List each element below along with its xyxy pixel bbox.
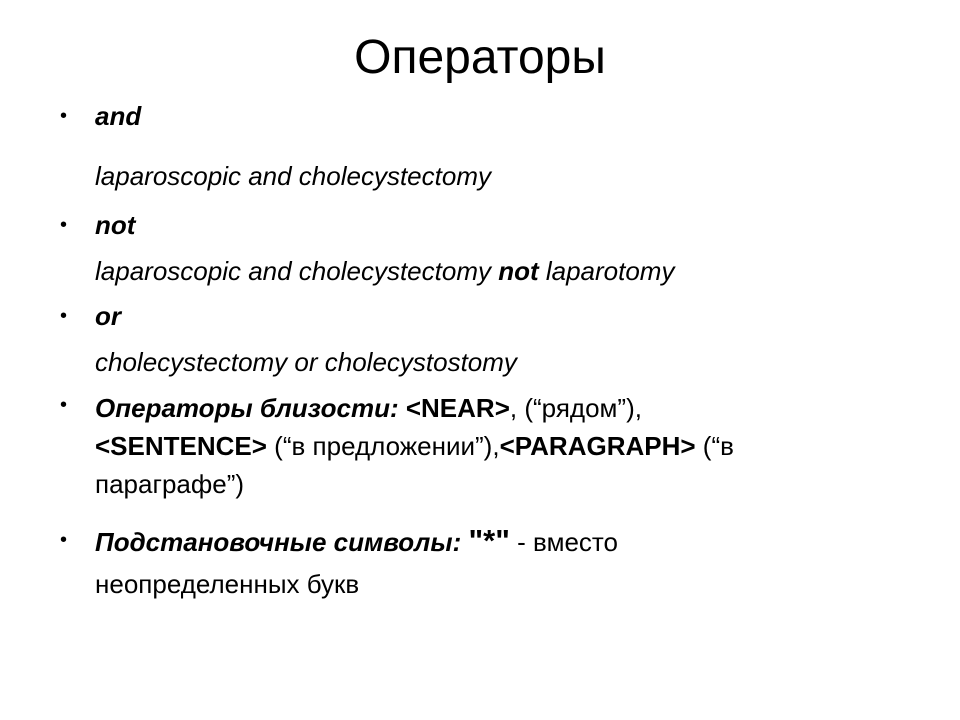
sentence-description: (“в предложении”), <box>266 431 500 461</box>
example-text-tail: laparotomy <box>538 256 675 286</box>
proximity-line-3: параграфе”) <box>95 469 245 499</box>
paragraph-operator: <PARAGRAPH> <box>499 431 696 461</box>
proximity-line-1 <box>95 392 642 424</box>
bullet-and-keyword: and <box>95 101 142 131</box>
bullet-not-keyword: not <box>95 210 136 240</box>
example-not-operator: not <box>498 256 539 286</box>
sentence-operator: <SENTENCE> <box>95 431 267 461</box>
bullet-dot: • <box>60 305 68 327</box>
slide-title: Операторы <box>354 31 606 84</box>
example-text: laparoscopic and cholecystectomy <box>95 256 499 286</box>
wildcard-label: Подстановочные символы: <box>95 527 462 557</box>
wildcard-description: - вместо <box>509 527 618 557</box>
wildcard-line-2: неопределенных букв <box>95 569 360 599</box>
bullet-or-keyword: or <box>95 301 121 331</box>
bullet-or-example: cholecystectomy or cholecystostomy <box>95 347 517 377</box>
proximity-label: Операторы близости: <box>95 393 399 423</box>
proximity-line-2 <box>95 430 734 462</box>
near-operator: <NEAR> <box>405 393 510 423</box>
wildcard-symbol: "*" <box>468 523 510 558</box>
bullet-dot: • <box>60 394 68 416</box>
bullet-dot: • <box>60 214 68 236</box>
paragraph-description: (“в <box>695 431 734 461</box>
bullet-not-example <box>95 255 674 287</box>
near-description: , (“рядом”), <box>509 393 642 423</box>
bullet-dot: • <box>60 529 68 551</box>
bullet-dot: • <box>60 105 68 127</box>
wildcard-line-1 <box>95 525 618 558</box>
bullet-and-example: laparoscopic and cholecystectomy <box>95 161 491 191</box>
